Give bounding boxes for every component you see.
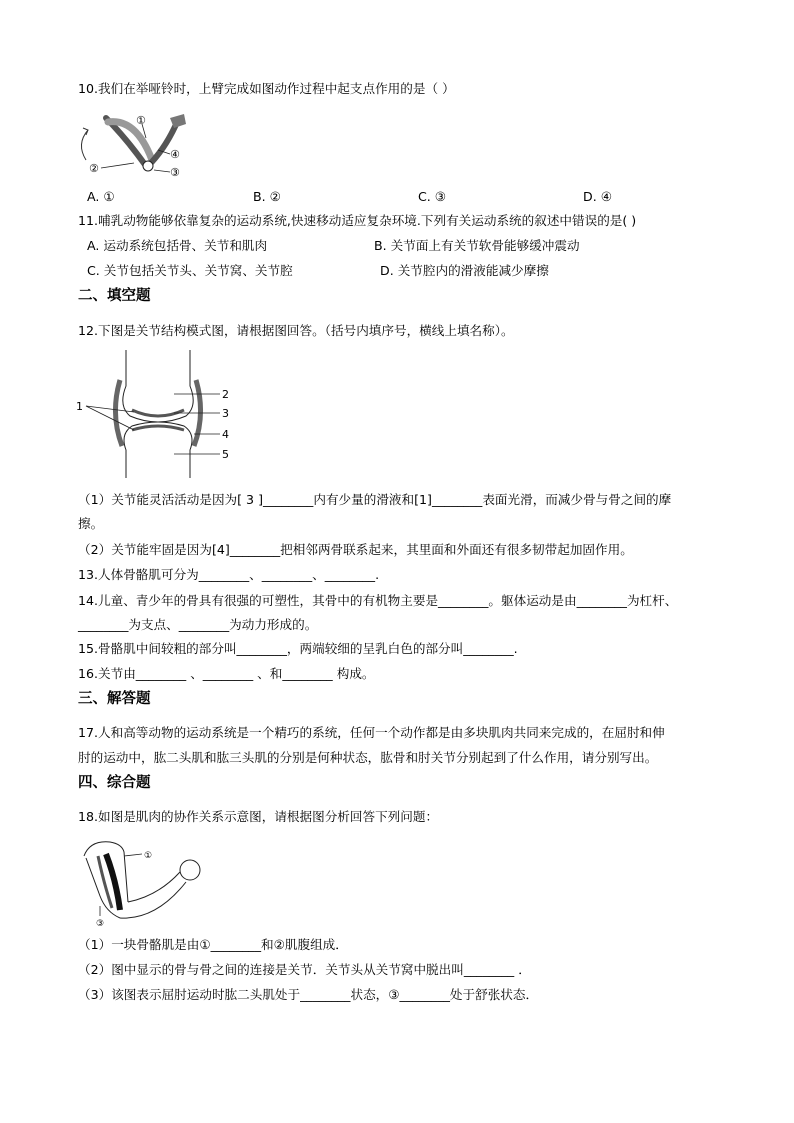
q16: 16.关节由________ 、________ 、和________ 构成。 (78, 666, 375, 681)
q12-fig-label-5: 5 (222, 448, 229, 461)
q18-fig-label-3: ③ (96, 919, 105, 928)
q12-sub2: （2）关节能牢固是因为[4]________把相邻两骨联系起来，其里面和外面还有很多韧带起加固作用。 (78, 542, 633, 557)
q11-option-d[interactable]: D. 关节腔内的滑液能减少摩擦 (380, 263, 549, 278)
q12-fig-label-3: 3 (222, 407, 229, 420)
q18-sub3: （3）该图表示屈肘运动时肱二头肌处于________状态，③________处于舒张状态． (78, 987, 539, 1002)
q17-line2: 肘的运动中，肱二头肌和肱三头肌的分别是何种状态，肱骨和肘关节分别起到了什么作用，请分别写出。 (78, 750, 658, 765)
q18-stem: 18.如图是肌肉的协作关系示意图，请根据图分析回答下列问题： (78, 809, 439, 824)
q18-sub1: （1）一块骨骼肌是由①________和②肌腹组成． (78, 937, 348, 952)
q18-arm-figure (76, 836, 216, 928)
q14-line1: 14.儿童、青少年的骨具有很强的可塑性，其骨中的有机物主要是________。躯体运动是由________为杠杆、 (78, 593, 678, 608)
q12-joint-figure (74, 350, 244, 478)
q18-sub2: （2）图中显示的骨与骨之间的连接是关节．关节头从关节窝中脱出叫________ ． (78, 962, 531, 977)
q12-sub1-line2: 擦。 (78, 516, 104, 531)
section-fill-blank-title: 二、填空题 (78, 288, 151, 304)
section-comprehensive-title: 四、综合题 (78, 775, 151, 791)
q18-fig-label-1: ① (144, 851, 153, 861)
q11-option-a[interactable]: A. 运动系统包括骨、关节和肌肉 (87, 238, 268, 253)
q10-option-d[interactable]: D. ④ (583, 189, 612, 204)
q15: 15.骨骼肌中间较粗的部分叫________，两端较细的呈乳白色的部分叫________. (78, 641, 518, 656)
q11-option-c[interactable]: C. 关节包括关节头、关节窝、关节腔 (87, 263, 293, 278)
q10-option-c[interactable]: C. ③ (418, 189, 447, 204)
q10-option-b[interactable]: B. ② (253, 189, 281, 204)
q12-stem: 12.下图是关节结构模式图，请根据图回答。（括号内填序号，横线上填名称）。 (78, 323, 514, 338)
q12-sub1-line1: （1）关节能灵活活动是因为[ 3 ]________内有少量的滑液和[1]________表面光滑，而减少骨与骨之间的摩 (78, 492, 672, 507)
section-answer-title: 三、解答题 (78, 691, 151, 707)
q12-fig-label-2: 2 (222, 388, 229, 401)
q10-fig-label-1: ① (136, 114, 146, 127)
q10-fig-label-2: ② (89, 162, 99, 175)
q10-stem: 10.我们在举哑铃时，上臂完成如图动作过程中起支点作用的是（ ） (78, 81, 455, 96)
q10-fig-label-4: ④ (170, 148, 180, 161)
q12-fig-label-4: 4 (222, 428, 229, 441)
q10-option-a[interactable]: A. ① (87, 189, 115, 204)
q12-fig-label-1: 1 (76, 400, 83, 413)
q11-stem: 11.哺乳动物能够依靠复杂的运动系统,快速移动适应复杂环境.下列有关运动系统的叙述中错误的是( ) (78, 213, 637, 228)
q17-line1: 17.人和高等动物的运动系统是一个精巧的系统，任何一个动作都是由多块肌肉共同来完成的，在屈肘和伸 (78, 725, 665, 740)
q14-line2: ________为支点、________为动力形成的。 (78, 617, 318, 632)
q11-option-b[interactable]: B. 关节面上有关节软骨能够缓冲震动 (374, 238, 580, 253)
q10-fig-label-3: ③ (170, 166, 180, 179)
q13: 13.人体骨骼肌可分为________、________、________. (78, 567, 380, 582)
q10-arm-figure (66, 108, 196, 180)
